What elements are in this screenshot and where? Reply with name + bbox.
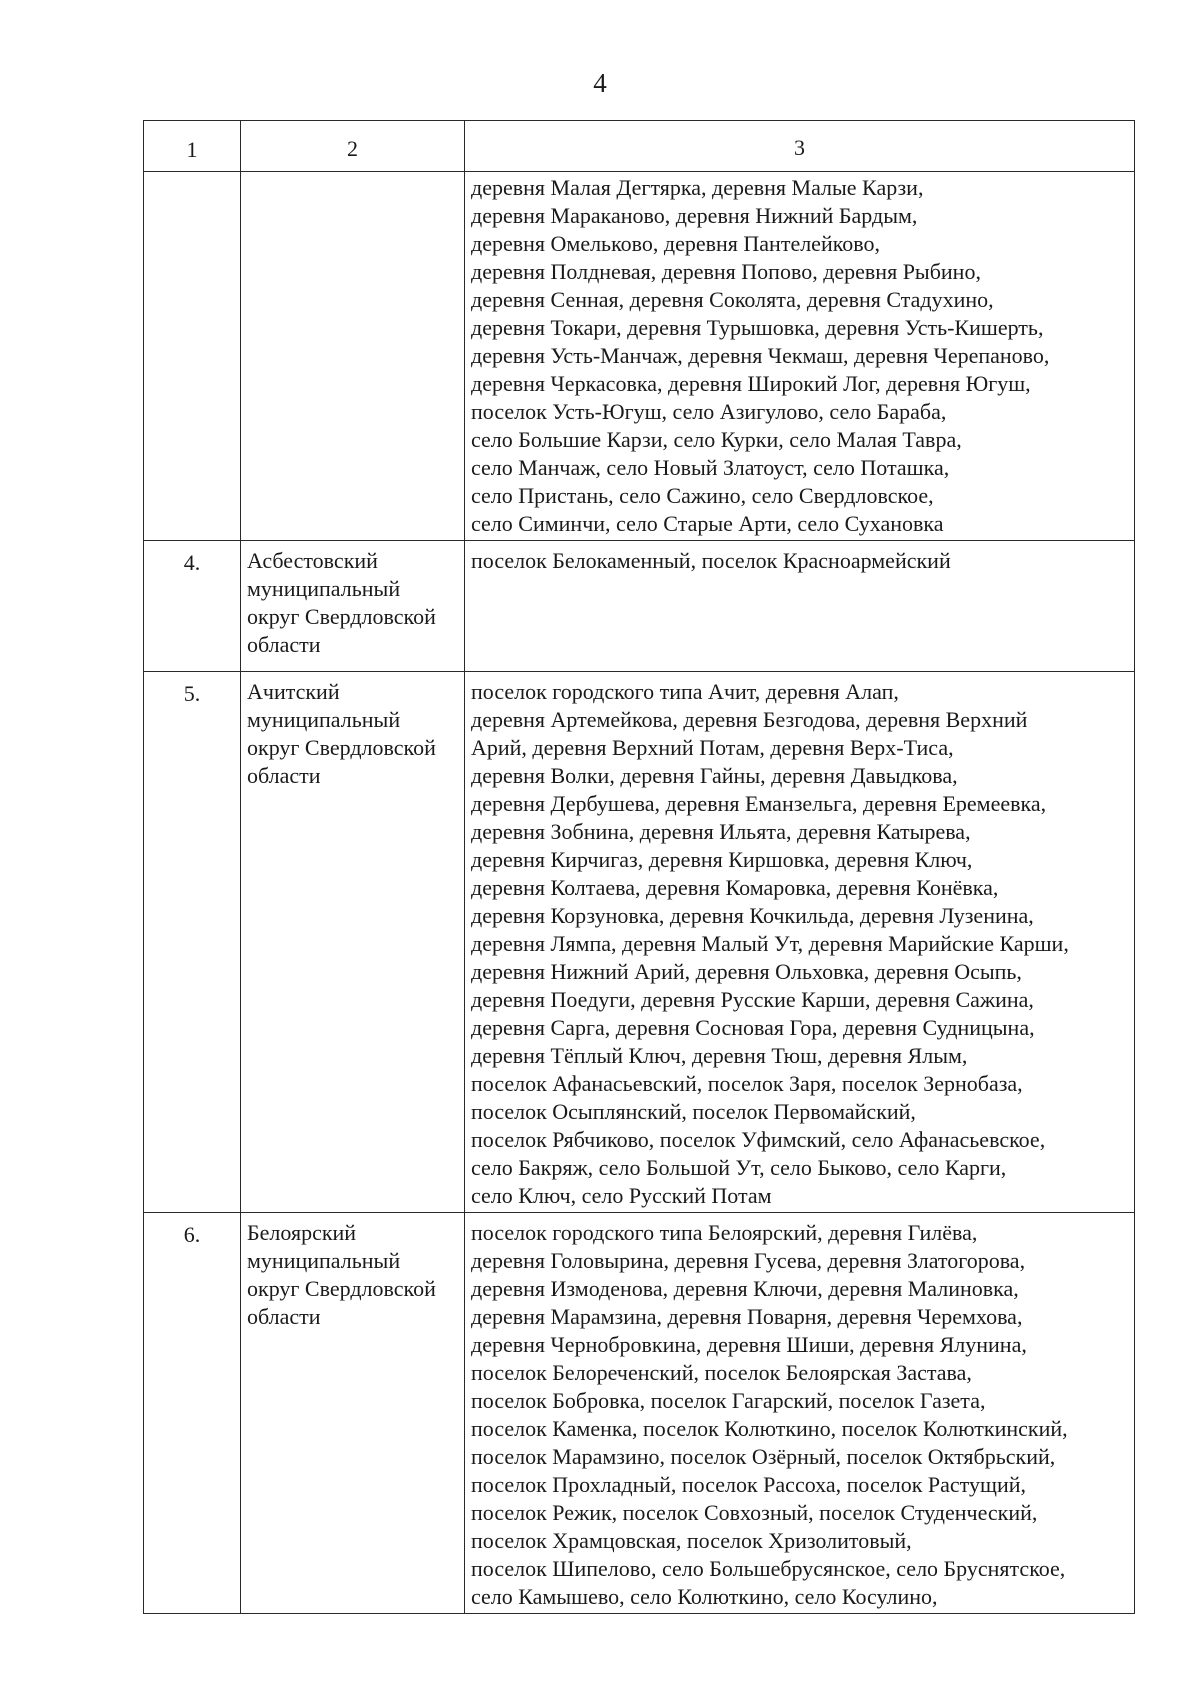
settlements-list-line: поселок Каменка, поселок Колюткино, поселок Колюткинский, [471,1416,1068,1441]
settlements-list-line: село Бакряж, село Большой Ут, село Быково, село Карги, [471,1155,1007,1180]
settlements-list-line: поселок Афанасьевский, поселок Заря, поселок Зернобаза, [471,1071,1023,1096]
municipality-name-cell [241,672,465,1213]
settlements-list-line: поселок Прохладный, поселок Рассоха, поселок Растущий, [471,1472,1026,1497]
settlements-list-line: деревня Колтаева, деревня Комаровка, деревня Конёвка, [471,875,999,900]
settlements-list-cell [465,672,1135,1213]
settlements-list-line: поселок Храмцовская, поселок Хризолитовый, [471,1528,912,1553]
municipality-name-line: муниципальный [247,1248,401,1273]
settlements-list-line: деревня Поедуги, деревня Русские Карши, деревня Сажина, [471,987,1034,1012]
settlements-list-line: деревня Артемейкова, деревня Безгодова, деревня Верхний [471,707,1028,732]
settlements-list-line: деревня Мараканово, деревня Нижний Бардым, [471,203,918,228]
settlements-list-line: поселок Режик, поселок Совхозный, поселок Студенческий, [471,1500,1038,1525]
settlements-list-line: деревня Измоденова, деревня Ключи, деревня Малиновка, [471,1276,1019,1301]
table-row [144,172,1135,541]
municipality-name-line: Асбестовский [247,548,378,573]
row-number-cell: 5. [144,672,241,1213]
row-number-cell [144,172,241,541]
municipality-name-cell [241,1213,465,1614]
settlements-list-line: деревня Чернобровкина, деревня Шиши, деревня Ялунина, [471,1332,1027,1357]
settlements-list-line: село Симинчи, село Старые Арти, село Сухановка [471,511,944,536]
municipality-name-cell [241,172,465,541]
settlements-list-line: Арий, деревня Верхний Потам, деревня Верх-Тиса, [471,735,954,760]
settlements-list-line: деревня Черкасовка, деревня Широкий Лог, деревня Югуш, [471,371,1031,396]
settlements-list-line: село Пристань, село Сажино, село Свердловское, [471,483,934,508]
settlements-list-line: поселок Шипелово, село Большебрусянское, село Бруснятское, [471,1556,1066,1581]
settlements-list-line: деревня Головырина, деревня Гусева, деревня Златогорова, [471,1248,1026,1273]
municipality-name-line: округ Свердловской [247,735,436,760]
settlements-list-line: поселок Белореченский, поселок Белоярская Застава, [471,1360,972,1385]
municipality-name-line: Ачитский [247,679,340,704]
row-number-cell: 6. [144,1213,241,1614]
municipality-name-line: области [247,1304,321,1329]
municipality-name-line: области [247,632,321,657]
settlements-list-line: деревня Тёплый Ключ, деревня Тюш, деревня Ялым, [471,1043,968,1068]
settlements-list-line: деревня Кирчигаз, деревня Киршовка, деревня Ключ, [471,847,973,872]
table-header-row [144,121,1135,172]
settlements-list-line: деревня Нижний Арий, деревня Ольховка, деревня Осыпь, [471,959,1022,984]
page-number: 4 [593,68,607,98]
settlements-list-line: поселок Усть-Югуш, село Азигулово, село Бараба, [471,399,947,424]
settlements-table [143,120,1135,1614]
settlements-list-line: поселок городского типа Белоярский, деревня Гилёва, [471,1220,978,1245]
settlements-list-line: деревня Марамзина, деревня Поварня, деревня Черемхова, [471,1304,1023,1329]
settlements-list-line: поселок Рябчиково, поселок Уфимский, село Афанасьевское, [471,1127,1046,1152]
settlements-list-line: село Ключ, село Русский Потам [471,1183,772,1208]
settlements-list-line: поселок Осыплянский, поселок Первомайский, [471,1099,916,1124]
settlements-list-line: поселок Марамзино, поселок Озёрный, поселок Октябрьский, [471,1444,1056,1469]
settlements-list-line: село Большие Карзи, село Курки, село Малая Тавра, [471,427,962,452]
settlements-list-cell [465,172,1135,541]
municipality-name-line: муниципальный [247,576,401,601]
settlements-list-line: деревня Волки, деревня Гайны, деревня Давыдкова, [471,763,958,788]
settlements-list-line: деревня Малая Дегтярка, деревня Малые Карзи, [471,175,924,200]
settlements-list-line: деревня Сарга, деревня Сосновая Гора, деревня Судницына, [471,1015,1035,1040]
settlements-list-line: село Камышево, село Колюткино, село Косулино, [471,1584,938,1609]
settlements-list-cell [465,1213,1135,1614]
header-cell-1: 1 [144,121,241,172]
row-number-cell: 4. [144,541,241,672]
settlements-list-line: поселок Бобровка, поселок Гагарский, поселок Газета, [471,1388,986,1413]
settlements-list-line: деревня Лямпа, деревня Малый Ут, деревня Марийские Карши, [471,931,1069,956]
municipality-name-line: муниципальный [247,707,401,732]
municipality-name-line: области [247,763,321,788]
municipality-name-line: Белоярский [247,1220,357,1245]
settlements-list-cell [465,541,1135,672]
settlements-list-line: деревня Корзуновка, деревня Кочкильда, деревня Лузенина, [471,903,1034,928]
settlements-list-line: село Манчаж, село Новый Златоуст, село Поташка, [471,455,950,480]
settlements-list-line: деревня Омельково, деревня Пантелейково, [471,231,881,256]
settlements-list-line: деревня Сенная, деревня Соколята, деревня Стадухино, [471,287,994,312]
settlements-list-line: деревня Полдневая, деревня Попово, деревня Рыбино, [471,259,981,284]
table-row [144,541,1135,672]
settlements-list-line: поселок Белокаменный, поселок Красноармейский [471,548,951,573]
header-cell-3: 3 [465,121,1135,172]
table-row [144,672,1135,1213]
municipality-name-cell [241,541,465,672]
settlements-list-line: деревня Дербушева, деревня Еманзельга, деревня Еремеевка, [471,791,1047,816]
settlements-list-line: деревня Усть-Манчаж, деревня Чекмаш, деревня Черепаново, [471,343,1050,368]
municipality-name-line: округ Свердловской [247,604,436,629]
municipality-name-line: округ Свердловской [247,1276,436,1301]
settlements-list-line: деревня Токари, деревня Турышовка, деревня Усть-Кишерть, [471,315,1044,340]
header-cell-2: 2 [241,121,465,172]
settlements-list-line: деревня Зобнина, деревня Ильята, деревня Катырева, [471,819,971,844]
settlements-list-line: поселок городского типа Ачит, деревня Алап, [471,679,899,704]
table-row [144,1213,1135,1614]
